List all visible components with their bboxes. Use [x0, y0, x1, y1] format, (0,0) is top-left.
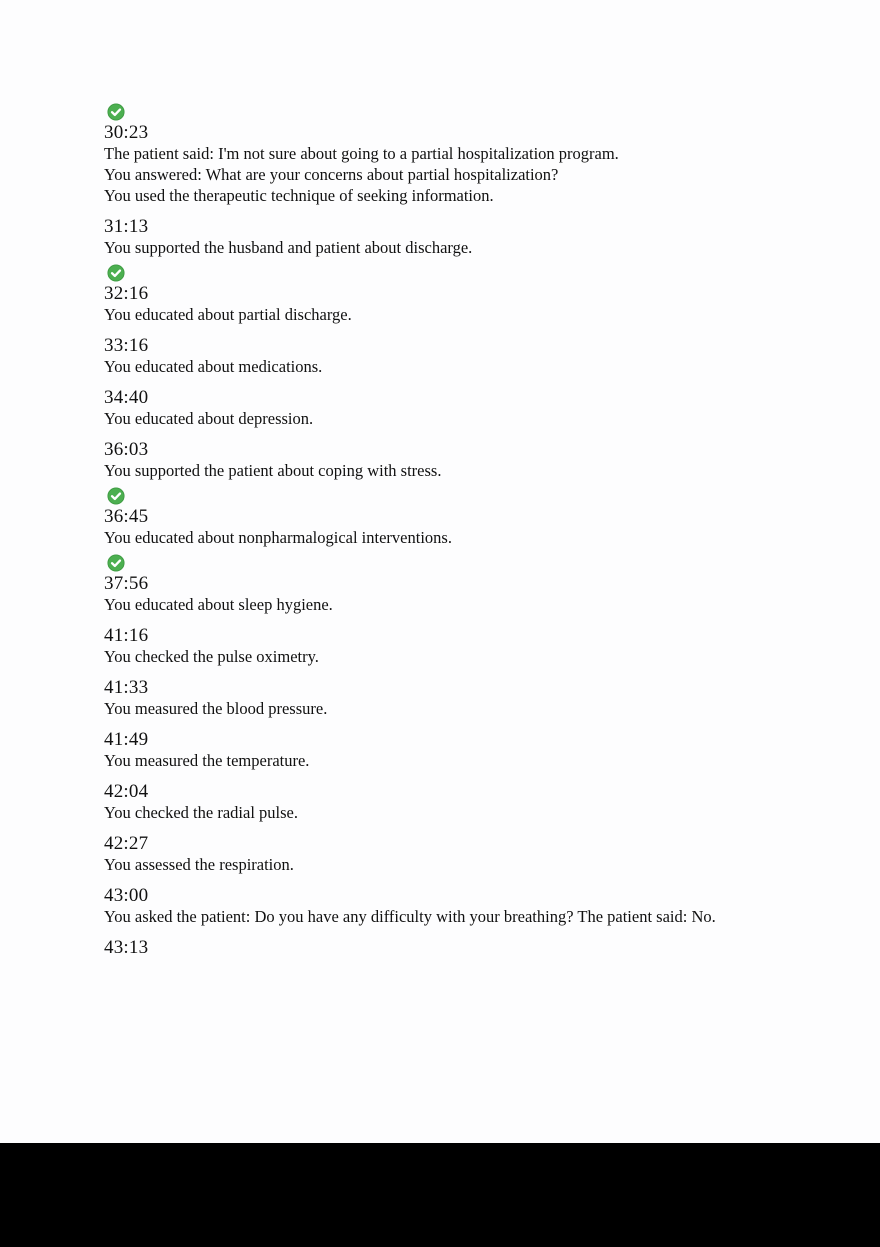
log-text: You educated about medications.: [104, 357, 323, 376]
timestamp: 31:13: [104, 216, 149, 237]
activity-log: [104, 103, 724, 958]
log-entry: [104, 626, 724, 667]
log-text: You asked the patient: Do you have any difficulty with your breathing? The patient said: No.: [104, 907, 716, 926]
check-circle-icon: [107, 264, 125, 282]
log-text: The patient said: I'm not sure about going to a partial hospitalization program.: [104, 144, 619, 163]
log-text: You assessed the respiration.: [104, 855, 294, 874]
timestamp: 43:13: [104, 937, 149, 958]
log-entry: [104, 264, 724, 325]
log-text: You supported the patient about coping with stress.: [104, 461, 442, 480]
timestamp: 33:16: [104, 335, 149, 356]
log-text: You educated about sleep hygiene.: [104, 595, 333, 614]
log-text: You educated about partial discharge.: [104, 305, 352, 324]
log-text: You answered: What are your concerns about partial hospitalization?: [104, 165, 559, 184]
timestamp: 30:23: [104, 122, 149, 143]
log-entry: [104, 834, 724, 875]
log-entry: [104, 886, 724, 927]
log-text: You supported the husband and patient about discharge.: [104, 238, 473, 257]
timestamp: 41:16: [104, 625, 149, 646]
log-entry: [104, 730, 724, 771]
log-text: You used the therapeutic technique of seeking information.: [104, 186, 494, 205]
check-circle-icon: [107, 554, 125, 572]
timestamp: 42:04: [104, 781, 149, 802]
log-entry: [104, 336, 724, 377]
log-text: You educated about depression.: [104, 409, 314, 428]
log-text: You checked the pulse oximetry.: [104, 647, 319, 666]
timestamp: 42:27: [104, 833, 149, 854]
log-entry: [104, 388, 724, 429]
timestamp: 41:33: [104, 677, 149, 698]
log-text: You educated about nonpharmalogical interventions.: [104, 528, 452, 547]
check-circle-icon: [107, 103, 125, 121]
log-entry: [104, 103, 724, 206]
log-entry: [104, 678, 724, 719]
timestamp: 34:40: [104, 387, 149, 408]
log-entry: [104, 217, 724, 258]
log-text: You measured the temperature.: [104, 751, 310, 770]
log-entry: [104, 938, 724, 958]
log-entry: [104, 440, 724, 481]
log-text: You checked the radial pulse.: [104, 803, 298, 822]
timestamp: 43:00: [104, 885, 149, 906]
log-entry: [104, 554, 724, 615]
check-circle-icon: [107, 487, 125, 505]
log-entry: [104, 487, 724, 548]
timestamp: 37:56: [104, 573, 149, 594]
log-text: You measured the blood pressure.: [104, 699, 328, 718]
timestamp: 36:03: [104, 439, 149, 460]
timestamp: 32:16: [104, 283, 149, 304]
timestamp: 36:45: [104, 506, 149, 527]
timestamp: 41:49: [104, 729, 149, 750]
log-entry: [104, 782, 724, 823]
